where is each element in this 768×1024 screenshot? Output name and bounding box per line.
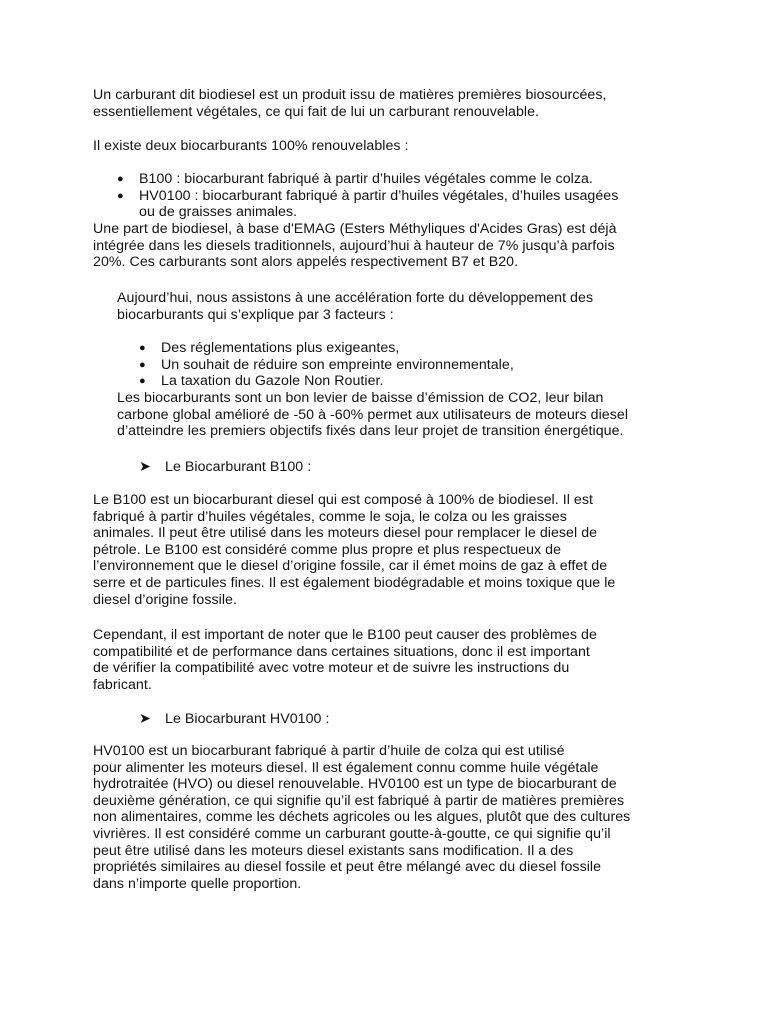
list-item xyxy=(115,188,618,221)
paragraph-line: Cependant, il est important de noter que le B100 peut causer des problèmes de xyxy=(93,627,597,643)
paragraph-line: Aujourd’hui, nous assistons à une accélération forte du développement des xyxy=(117,290,594,306)
list-item-text: Des réglementations plus exigeantes, xyxy=(161,340,400,356)
paragraph-line: peut être utilisé dans les moteurs diesel existants sans modification. Il a des xyxy=(93,842,574,859)
paragraph-line: deuxième génération, ce qui signifie qu’il est fabriqué à partir de matières premières xyxy=(93,792,625,809)
intro-paragraph xyxy=(93,87,606,120)
paragraph-line: carbone global amélioré de -50 à -60% permet aux utilisateurs de moteurs diesel xyxy=(117,406,629,423)
paragraph-line: intégrée dans les diesels traditionnels, aujourd’hui à hauteur de 7% jusqu’à parfois xyxy=(93,237,615,254)
paragraph-line: serre et de particules fines. Il est également biodégradable et moins toxique que le xyxy=(93,574,616,591)
paragraph-line: compatibilité et de performance dans certaines situations, donc il est important xyxy=(93,643,590,660)
list-item-text: ou de graisses animales. xyxy=(139,204,298,221)
co2-paragraph xyxy=(117,390,628,440)
paragraph-line: pétrole. Le B100 est considéré comme plus propre et plus respectueux de xyxy=(93,541,562,558)
paragraph-line: l’environnement que le diesel d’origine fossile, car il émet moins de gaz à effet de xyxy=(93,558,608,575)
factors-intro-paragraph xyxy=(117,290,593,323)
section-heading-text: Le Biocarburant B100 : xyxy=(165,459,312,475)
bullet-icon: ● xyxy=(139,375,146,388)
b100-paragraph xyxy=(93,492,615,608)
list-item-text: Un souhait de réduire son empreinte environnementale, xyxy=(161,356,514,373)
paragraph-line: non alimentaires, comme les déchets agricoles ou les algues, plutôt que des cultures xyxy=(93,809,631,826)
paragraph-line: Un carburant dit biodiesel est un produit issu de matières premières biosourcées, xyxy=(93,87,607,103)
paragraph-line: d’atteindre les premiers objectifs fixés dans leur projet de transition énergétique. xyxy=(117,423,624,440)
paragraph-line: animales. Il peut être utilisé dans les moteurs diesel pour remplacer le diesel de xyxy=(93,525,598,542)
bullet-icon: ● xyxy=(139,358,146,371)
emag-paragraph xyxy=(93,221,617,271)
section-heading-b100 xyxy=(139,459,311,476)
list-item-text: B100 : biocarburant fabriqué à partir d’huiles végétales comme le colza. xyxy=(139,171,593,187)
bullet-icon: ● xyxy=(117,189,124,202)
arrow-right-icon: ➤ xyxy=(139,459,151,475)
paragraph-line: fabricant. xyxy=(93,676,152,693)
hv0100-paragraph xyxy=(93,743,630,892)
section-heading-hv0100 xyxy=(139,711,329,728)
arrow-right-icon: ➤ xyxy=(139,711,151,727)
paragraph-line: de vérifier la compatibilité avec votre moteur et de suivre les instructions du xyxy=(93,660,570,677)
list-item xyxy=(137,340,514,357)
paragraph-line: Le B100 est un biocarburant diesel qui est composé à 100% de biodiesel. Il est xyxy=(93,492,593,508)
paragraph-line: propriétés similaires au diesel fossile et peut être mélangé avec du diesel fossile xyxy=(93,859,602,876)
renewables-heading xyxy=(93,138,409,155)
list-item-text: La taxation du Gazole Non Routier. xyxy=(161,373,384,390)
factors-list xyxy=(137,340,514,390)
paragraph-line: fabriqué à partir d’huiles végétales, comme le soja, le colza ou les graisses xyxy=(93,508,567,525)
list-item xyxy=(137,357,514,374)
paragraph-line: diesel d’origine fossile. xyxy=(93,591,237,608)
paragraph-line: dans n’importe quelle proportion. xyxy=(93,875,302,892)
paragraph-line: Les biocarburants sont un bon levier de baisse d’émission de CO2, leur bilan xyxy=(117,390,604,406)
paragraph-line: biocarburants qui s’explique par 3 facteurs : xyxy=(117,306,394,323)
paragraph-line: vivrières. Il est considéré comme un carburant goutte-à-goutte, ce qui signifie qu’il xyxy=(93,825,611,842)
list-item xyxy=(137,373,514,390)
bullet-icon: ● xyxy=(117,173,124,185)
paragraph-line: pour alimenter les moteurs diesel. Il est également connu comme huile végétale xyxy=(93,759,599,776)
renewables-heading-text: Il existe deux biocarburants 100% renouvelables : xyxy=(93,138,409,154)
b100-caution-paragraph xyxy=(93,627,597,693)
renewables-list xyxy=(115,171,618,221)
paragraph-line: Une part de biodiesel, à base d'EMAG (Esters Méthyliques d'Acides Gras) est déjà xyxy=(93,221,617,237)
paragraph-line: HV0100 est un biocarburant fabriqué à partir d’huile de colza qui est utilisé xyxy=(93,743,565,759)
section-heading-text: Le Biocarburant HV0100 : xyxy=(165,711,330,727)
bullet-icon: ● xyxy=(139,342,146,354)
list-item xyxy=(115,171,618,188)
paragraph-line: 20%. Ces carburants sont alors appelés respectivement B7 et B20. xyxy=(93,254,519,271)
list-item-text: HV0100 : biocarburant fabriqué à partir d’huiles végétales, d’huiles usagées xyxy=(139,187,619,204)
paragraph-line: essentiellement végétales, ce qui fait de lui un carburant renouvelable. xyxy=(93,103,540,120)
paragraph-line: hydrotraitée (HVO) ou diesel renouvelable. HV0100 est un type de biocarburant de xyxy=(93,776,617,793)
